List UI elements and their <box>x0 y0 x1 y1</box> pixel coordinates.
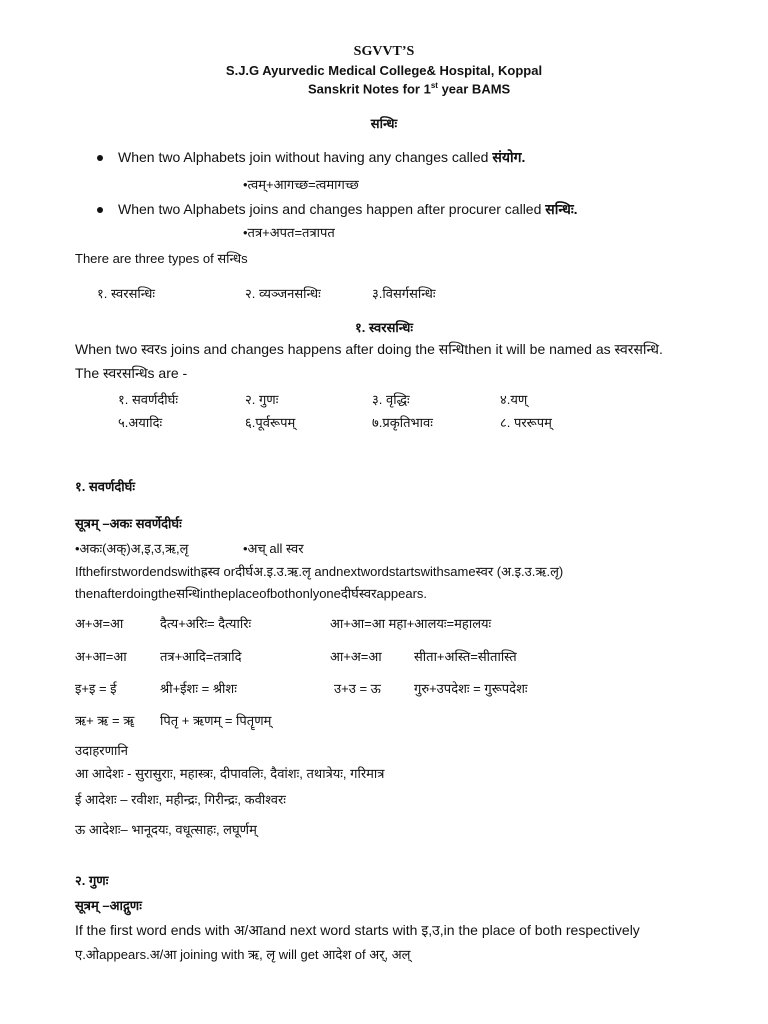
svara-type: ७.प्रकृतिभावः <box>372 415 433 430</box>
svara-type: ४.यण् <box>500 392 528 407</box>
type-item: २. व्यञ्जनसन्धिः <box>245 286 321 301</box>
rule-line: Ifthefirstwordendswithह्रस्व orदीर्घअ.इ.उ.ऋ.लृ andnextwordstartswithsameस्वर (अ.इ.उ.ऋ.लृ) <box>75 564 564 579</box>
bullet-1-example: •त्वम्+आगच्छ=त्वमागच्छ <box>243 177 359 192</box>
ak-definition: •अकः(अक्)अ,इ,उ,ऋ,लृ <box>75 541 189 556</box>
svara-description: When two स्वरs joins and changes happens after doing the सन्धिthen it will be named as स्वरसन्धि. <box>75 341 663 357</box>
guna-sutra: सूत्रम् –आद्गुणः <box>75 898 142 913</box>
bullet-1-text <box>118 148 525 167</box>
guna-heading: २. गुणः <box>75 873 109 888</box>
svara-type: ५.अयादिः <box>118 415 163 430</box>
bullet-dot <box>97 155 103 161</box>
example-word: दैत्य+अरिः= दैत्यारिः <box>160 616 252 631</box>
header-org: SGVVT’S <box>353 44 415 59</box>
bullet-2-desc: When two Alphabets joins and changes happen after procurer called <box>118 201 546 217</box>
bullet-2-example: •तत्र+अपत=तत्रापत <box>243 225 335 240</box>
svara-type: २. गुणः <box>245 392 279 407</box>
header-college: S.J.G Ayurvedic Medical College& Hospital, Koppal <box>225 63 543 78</box>
example-formula: उ+उ = ऊ <box>334 681 381 696</box>
header-notes-sup: st <box>430 81 438 90</box>
guna-rule-line: ए.ओappears.अ/आ joining with ऋ, लृ will get आदेश of अर्, अल् <box>75 947 411 962</box>
svara-type: १. सवर्णदीर्घः <box>118 392 178 407</box>
type-item: ३.विसर्गसन्धिः <box>372 286 436 301</box>
header-notes-suffix: year BAMS <box>437 81 511 97</box>
udaharanani-heading: उदाहरणानि <box>75 743 128 758</box>
savarna-sutra: सूत्रम् –अकः सवर्णेदीर्घः <box>75 516 182 531</box>
svara-type: ८. पररूपम् <box>500 415 552 430</box>
svara-types-intro: The स्वरसन्धिs are - <box>75 365 188 381</box>
bullet-dot <box>97 207 103 213</box>
example-formula: अ+आ=आ <box>75 649 127 664</box>
ach-definition: •अच् all स्वर <box>243 541 304 556</box>
svara-type: ६.पूर्वरूपम् <box>245 415 296 430</box>
example-word: पितृ + ऋणम् = पितॄणम् <box>160 713 272 728</box>
header-notes <box>308 81 510 96</box>
rule-line: thenafterdoingtheसन्धिintheplaceofbothonlyoneदीर्घस्वरappears. <box>75 586 428 601</box>
header-notes-prefix: Sanskrit Notes for 1 <box>308 81 431 97</box>
uu-adesha-examples: ऊ आदेशः– भानूदयः, वधूत्साहः, लघूर्णम् <box>75 822 257 837</box>
example-word: गुरु+उपदेशः = गुरूपदेशः <box>414 681 528 696</box>
example-formula: आ+आ=आ महा+आलयः=महालयः <box>330 616 492 631</box>
svara-type: ३. वृद्धिः <box>372 392 410 407</box>
aa-adesha-examples: आ आदेशः - सुरासुराः, महास्त्रः, दीपावलिः, दैवांशः, तथात्रेयः, गरिमात्र <box>75 766 385 781</box>
bullet-2-term: सन्धिः. <box>545 201 578 217</box>
ii-adesha-examples: ई आदेशः – रवीशः, महीन्द्रः, गिरीन्द्रः, कवीश्वरः <box>75 792 286 807</box>
example-formula: इ+इ = ई <box>75 681 117 696</box>
example-formula: ऋ+ ऋ = ॠ <box>75 713 135 728</box>
bullet-2-text <box>118 200 578 219</box>
types-intro: There are three types of सन्धिs <box>75 251 248 266</box>
savarna-heading: १. सवर्णदीर्घः <box>75 479 135 494</box>
guna-rule-line: If the first word ends with अ/आand next word starts with इ,उ,in the place of both respectively <box>75 922 640 938</box>
type-item: १. स्वरसन्धिः <box>97 286 155 301</box>
example-word: श्री+ईशः = श्रीशः <box>160 681 237 696</box>
example-word: तत्र+आदि=तत्रादि <box>160 649 242 664</box>
bullet-1-term: संयोग. <box>492 149 526 165</box>
example-formula: अ+अ=आ <box>75 616 124 631</box>
example-formula: आ+अ=आ <box>330 649 382 664</box>
svara-heading: १. स्वरसन्धिः <box>355 320 413 335</box>
topic-title: सन्धिः <box>370 116 398 131</box>
example-word: सीता+अस्ति=सीतास्ति <box>414 649 517 664</box>
bullet-1-desc: When two Alphabets join without having any changes called <box>118 149 493 165</box>
